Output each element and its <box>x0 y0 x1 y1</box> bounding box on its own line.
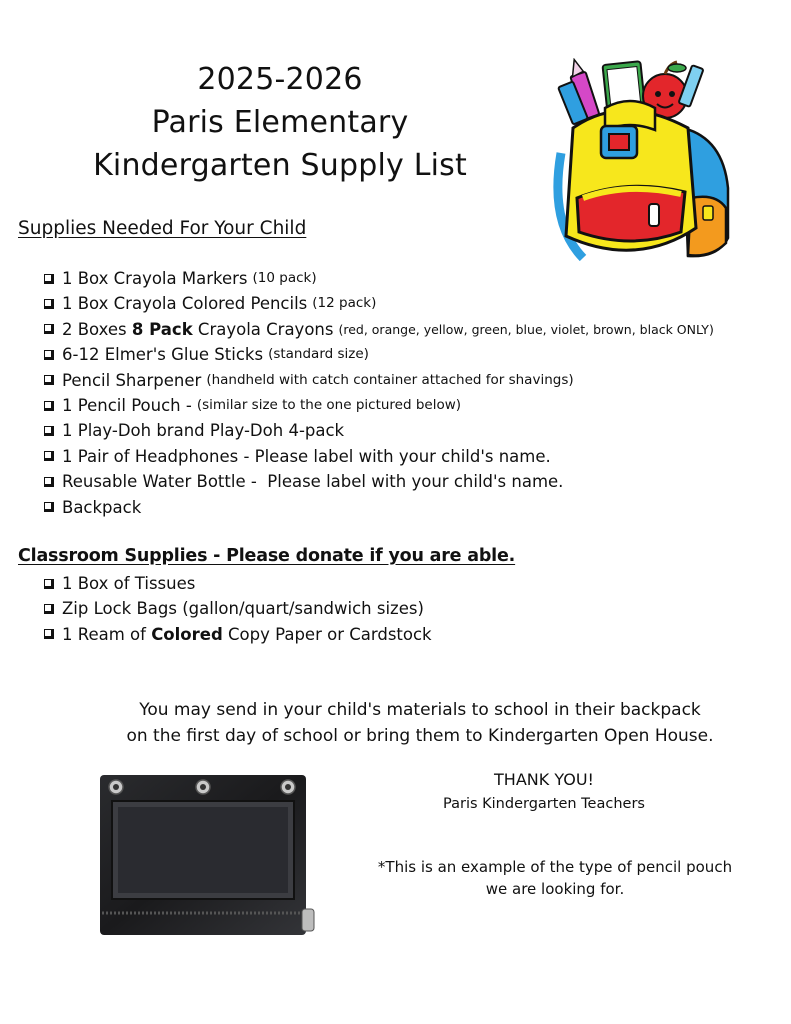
item-text: Reusable Water Bottle - Please label with your child's name. <box>62 472 564 492</box>
checkbox-icon <box>44 502 54 512</box>
supplies-heading: Supplies Needed For Your Child <box>18 218 307 239</box>
example-line-2: we are looking for. <box>485 880 625 898</box>
item-note: (similar size to the one pictured below) <box>196 396 462 413</box>
item-text: 1 Pair of Headphones - Please label with your child's name. <box>62 446 551 466</box>
item-text: Zip Lock Bags (gallon/quart/sandwich sizes) <box>62 599 424 619</box>
checkbox-icon <box>44 629 54 639</box>
note-line-2: on the first day of school or bring them to Kindergarten Open House. <box>126 726 714 746</box>
title-year: 2025-2026 <box>197 62 363 97</box>
title-school: Paris Elementary <box>151 105 409 140</box>
list-item <box>44 266 714 291</box>
note-line-1: You may send in your child's materials to school in their backpack <box>139 700 701 720</box>
list-item <box>44 291 714 316</box>
item-text: 1 Box Crayola Markers <box>62 269 248 288</box>
title-list: Kindergarten Supply List <box>93 148 467 183</box>
instructions-note <box>100 697 740 749</box>
checkbox-icon <box>44 274 54 284</box>
item-text: Crayola Crayons <box>197 319 334 339</box>
item-bold: Colored <box>151 624 223 644</box>
checkbox-icon <box>44 426 54 436</box>
item-note: (red, orange, yellow, green, blue, violet, brown, black ONLY) <box>338 321 714 337</box>
checkbox-icon <box>44 477 54 487</box>
checkbox-icon <box>44 324 54 334</box>
checkbox-icon <box>44 451 54 461</box>
item-note: (12 pack) <box>312 295 377 312</box>
list-item <box>44 495 714 520</box>
list-item <box>44 368 714 393</box>
list-item <box>44 393 714 418</box>
backpack-illustration <box>553 58 733 270</box>
classroom-heading: Classroom Supplies - Please donate if you are able. <box>18 546 516 566</box>
pencil-pouch-photo <box>98 773 318 943</box>
item-text: 1 Play-Doh brand Play-Doh 4-pack <box>62 421 345 441</box>
item-text: 1 Box of Tissues <box>62 574 196 593</box>
thank-you-block <box>394 768 694 816</box>
teachers-signature: Paris Kindergarten Teachers <box>443 796 645 812</box>
item-text: Backpack <box>62 497 142 517</box>
checkbox-icon <box>44 350 54 360</box>
item-bold: 8 Pack <box>131 319 193 339</box>
item-prefix: 2 Boxes <box>62 319 127 339</box>
list-item <box>44 444 714 469</box>
checkbox-icon <box>44 604 54 614</box>
item-text: Pencil Sharpener <box>62 370 202 390</box>
checkbox-icon <box>44 299 54 309</box>
checkbox-icon <box>44 401 54 411</box>
thank-you-text: THANK YOU! <box>494 770 594 789</box>
item-note: (standard size) <box>268 346 369 363</box>
checkbox-icon <box>44 579 54 589</box>
page-title <box>60 58 500 187</box>
list-item <box>44 596 432 621</box>
list-item <box>44 317 714 342</box>
list-item <box>44 469 714 494</box>
pouch-example-note <box>370 856 740 900</box>
classroom-list <box>44 571 432 647</box>
checkbox-icon <box>44 375 54 385</box>
item-text: Copy Paper or Cardstock <box>228 624 432 644</box>
supplies-list <box>44 266 714 520</box>
list-item <box>44 418 714 443</box>
item-note: (handheld with catch container attached for shavings) <box>206 371 574 388</box>
list-item <box>44 571 432 596</box>
item-text: 6-12 Elmer's Glue Sticks <box>62 345 264 365</box>
example-line-1: *This is an example of the type of pencil pouch <box>377 858 733 876</box>
item-text: 1 Pencil Pouch - <box>62 395 192 415</box>
list-item <box>44 622 432 647</box>
item-note: (10 pack) <box>252 270 317 286</box>
item-text: 1 Box Crayola Colored Pencils <box>62 294 308 314</box>
item-prefix: 1 Ream of <box>62 624 146 644</box>
list-item <box>44 342 714 367</box>
